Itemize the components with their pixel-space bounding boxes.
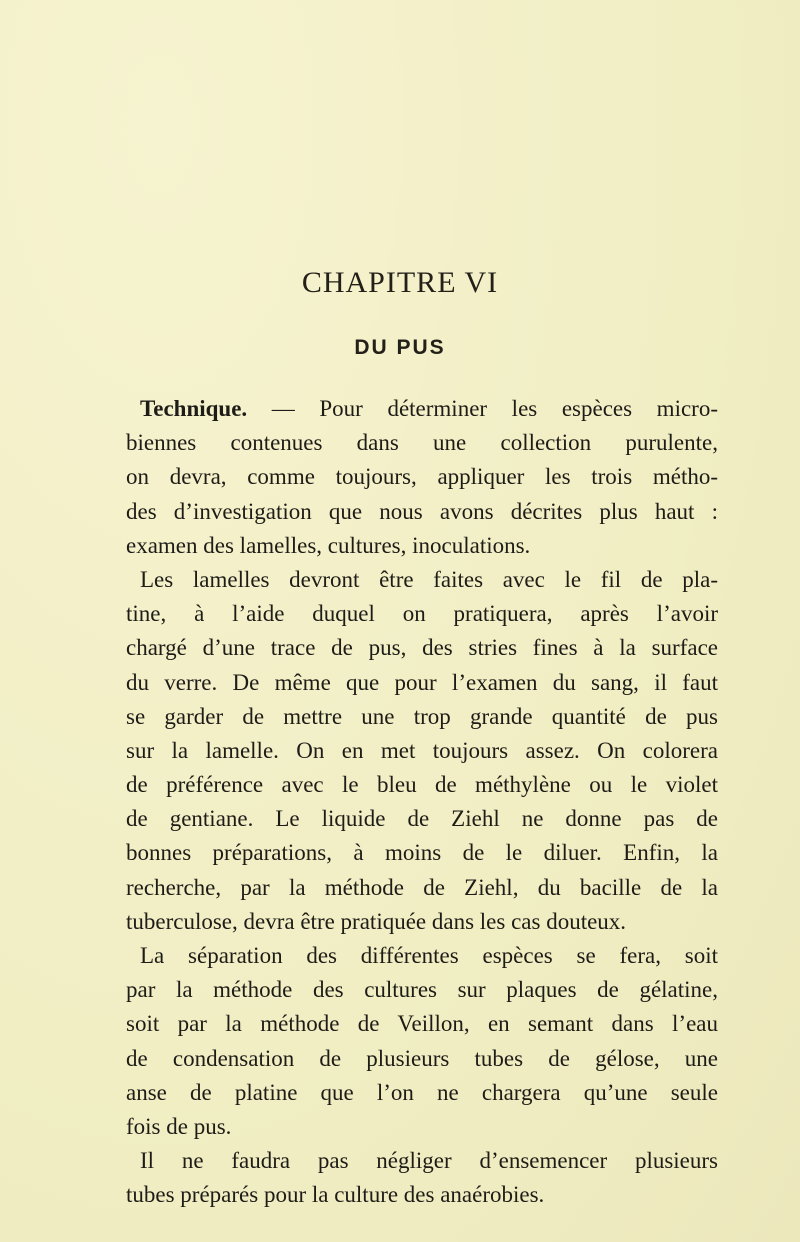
text-line: par la méthode des cultures sur plaques de gélatine, bbox=[126, 977, 718, 1003]
text-line: fois de pus. bbox=[126, 1113, 232, 1139]
text-line: chargé d’une trace de pus, des stries fines à la surface bbox=[126, 635, 718, 661]
text-line: Il ne faudra pas négliger d’ensemencer plusieurs bbox=[140, 1148, 718, 1174]
text-line: du verre. De même que pour l’examen du sang, il faut bbox=[126, 669, 718, 695]
text-line-0: Technique. — Pour déterminer les espèces micro- bbox=[140, 396, 718, 421]
chapter-title: CHAPITRE VI bbox=[301, 266, 499, 299]
text-line: on devra, comme toujours, appliquer les trois métho- bbox=[126, 464, 718, 490]
text-line: tine, à l’aide duquel on pratiquera, après l’avoir bbox=[126, 601, 718, 627]
text-line: bonnes préparations, à moins de le diluer. Enfin, la bbox=[126, 840, 718, 866]
text-line: de gentiane. Le liquide de Ziehl ne donne pas de bbox=[126, 806, 718, 832]
text-line: tubes préparés pour la culture des anaérobies. bbox=[126, 1182, 545, 1208]
text-line: tuberculose, devra être pratiquée dans les cas douteux. bbox=[126, 908, 627, 934]
text-line: anse de platine que l’on ne chargera qu’une seule bbox=[126, 1079, 718, 1105]
text-line: recherche, par la méthode de Ziehl, du bacille de la bbox=[126, 874, 718, 900]
text-line: examen des lamelles, cultures, inoculations. bbox=[126, 532, 531, 558]
text-line: de préférence avec le bleu de méthylène ou le violet bbox=[126, 772, 718, 798]
section-title: DU PUS bbox=[354, 336, 446, 359]
text-line: Les lamelles devront être faites avec le fil de pla- bbox=[140, 566, 718, 592]
body-text bbox=[126, 392, 718, 1213]
text-line: des d’investigation que nous avons décrites plus haut : bbox=[126, 498, 718, 524]
paragraph-lead: Technique. bbox=[140, 396, 248, 421]
text-line: La séparation des différentes espèces se fera, soit bbox=[140, 943, 718, 968]
text-line: sur la lamelle. On en met toujours assez. On colorera bbox=[126, 737, 718, 763]
text-line: de condensation de plusieurs tubes de gélose, une bbox=[126, 1045, 718, 1071]
text-line: biennes contenues dans une collection purulente, bbox=[126, 430, 718, 456]
text-line: se garder de mettre une trop grande quantité de pus bbox=[126, 703, 718, 729]
text-line: soit par la méthode de Veillon, en semant dans l’eau bbox=[126, 1011, 718, 1037]
